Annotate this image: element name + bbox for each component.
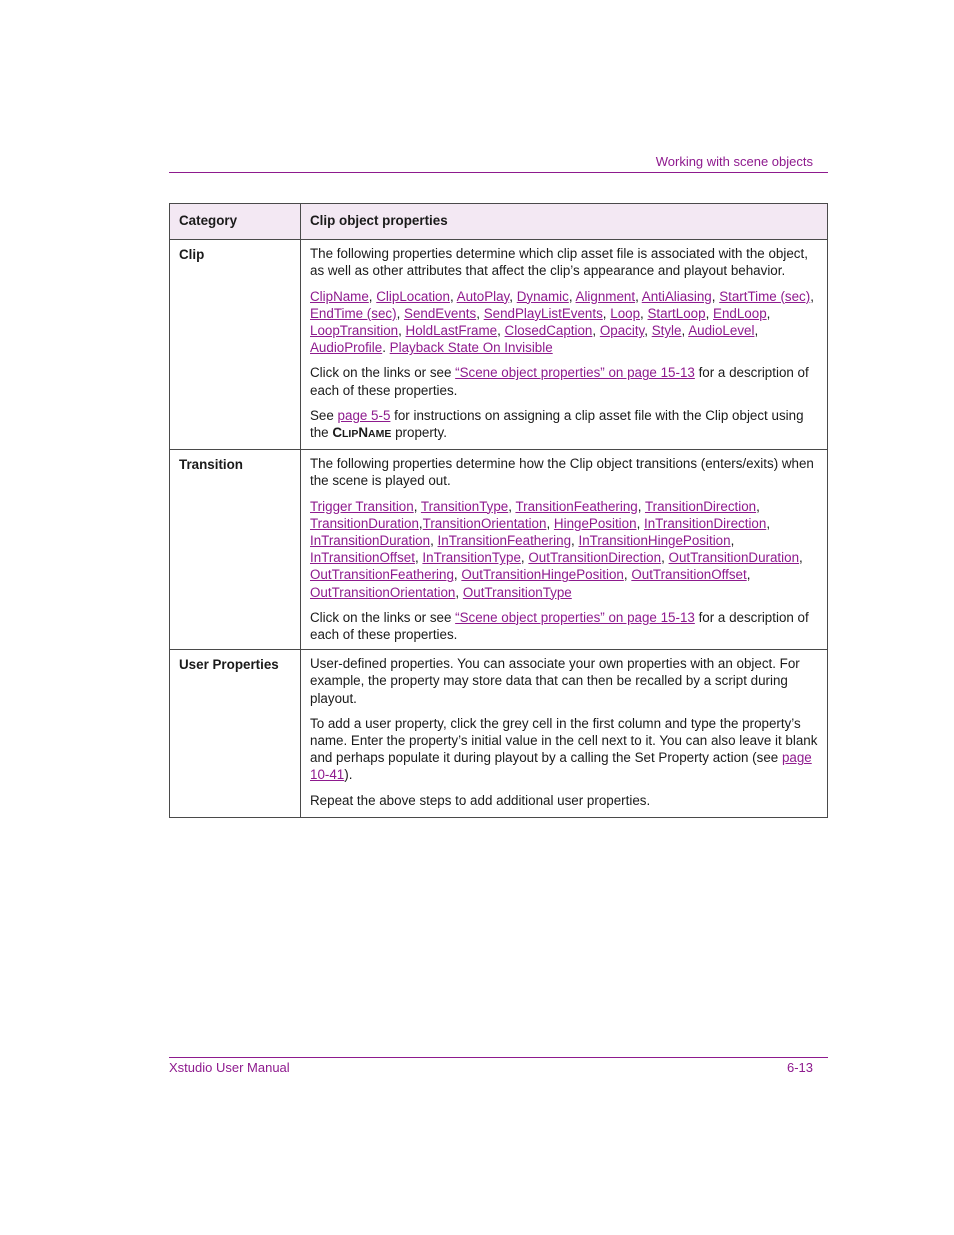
category-user-properties: User Properties (170, 650, 301, 818)
user-properties-intro: User-defined properties. You can associate your own properties with an object. For example, the property may store data that can then be recalled by a script during playout. (310, 656, 800, 706)
link-transitiondirection[interactable]: TransitionDirection (644, 498, 757, 514)
footer-manual-title: Xstudio User Manual (169, 1060, 290, 1075)
link-endtime[interactable]: EndTime (sec) (310, 305, 397, 321)
link-clipname[interactable]: ClipName (310, 288, 369, 304)
header-rule (169, 172, 828, 173)
footer-page-number: 6-13 (786, 1060, 813, 1075)
table-row-user-properties (170, 650, 828, 818)
clip-property-links: ClipName, ClipLocation, AutoPlay, Dynamic, Alignment, AntiAliasing, StartTime (sec), EndTime (sec), SendEvents, SendPlayListEvents, Loop, StartLoop, EndLoop, LoopTransition, HoldLastFrame, ClosedCaption, Opacity, Style, AudioLevel, AudioProfile. Playback State On Invisible (310, 288, 814, 356)
link-intransitionduration[interactable]: InTransitionDuration (310, 533, 431, 549)
clip-page-reference: See page 5-5 for instructions on assigning a clip asset file with the Clip object using the CLIPNAME property. (310, 407, 804, 441)
link-outtransitionorientation[interactable]: OutTransitionOrientation (310, 584, 456, 600)
column-header-category: Category (170, 204, 301, 240)
link-outtransitiontype[interactable]: OutTransitionType (462, 584, 572, 600)
link-trigger-transition[interactable]: Trigger Transition (310, 498, 414, 514)
link-endloop[interactable]: EndLoop (713, 305, 767, 321)
clip-intro: The following properties determine which clip asset file is associated with the object, as well as other attributes that affect the clip’s appearance and playout behavior. (310, 246, 808, 279)
link-sendplaylistevents[interactable]: SendPlayListEvents (483, 305, 603, 321)
link-intransitionhingeposition[interactable]: InTransitionHingePosition (578, 533, 731, 549)
table-row-clip (170, 240, 828, 450)
clip-see-also: Click on the links or see “Scene object properties” on page 15-13 for a description of each of these properties. (310, 365, 809, 398)
category-clip: Clip (170, 240, 301, 450)
link-looptransition[interactable]: LoopTransition (310, 323, 399, 339)
link-transitiontype[interactable]: TransitionType (420, 498, 509, 514)
link-transitionduration[interactable]: TransitionDuration (310, 515, 419, 531)
link-outtransitionoffset[interactable]: OutTransitionOffset (631, 567, 747, 583)
link-transitionfeathering[interactable]: TransitionFeathering (515, 498, 638, 514)
column-header-properties: Clip object properties (301, 204, 828, 240)
transition-property-links: Trigger Transition, TransitionType, TransitionFeathering, TransitionDirection, TransitionDuration,TransitionOrientation, HingePosition, InTransitionDirection, InTransitionDuration, InTransitionFeathering, InTransitionHingePosition, InTransitionOffset, InTransitionType, OutTransitionDirection, OutTransitionDuration, OutTransitionFeathering, OutTransitionHingePosition, OutTransitionOffset, OutTransitionOrientation, OutTransitionType (310, 498, 803, 600)
link-outtransitionfeathering[interactable]: OutTransitionFeathering (310, 567, 454, 583)
link-intransitionfeathering[interactable]: InTransitionFeathering (437, 533, 572, 549)
link-startloop[interactable]: StartLoop (647, 305, 706, 321)
link-dynamic[interactable]: Dynamic (516, 288, 569, 304)
transition-intro: The following properties determine how the Clip object transitions (enters/exits) when the scene is played out. (310, 456, 814, 489)
link-outtransitionhingeposition[interactable]: OutTransitionHingePosition (461, 567, 624, 583)
link-transitionorientation[interactable]: TransitionOrientation (422, 515, 547, 531)
link-intransitionoffset[interactable]: InTransitionOffset (310, 550, 415, 566)
link-opacity[interactable]: Opacity (599, 323, 645, 339)
link-scene-object-properties[interactable]: “Scene object properties” on page 15-13 (455, 365, 695, 381)
link-loop[interactable]: Loop (610, 305, 641, 321)
link-audioprofile[interactable]: AudioProfile (310, 340, 383, 356)
link-cliplocation[interactable]: ClipLocation (376, 288, 450, 304)
transition-see-also: Click on the links or see “Scene object properties” on page 15-13 for a description of each of these properties. (310, 609, 809, 643)
link-autoplay[interactable]: AutoPlay (456, 288, 510, 304)
link-closedcaption[interactable]: ClosedCaption (504, 323, 593, 339)
clip-description-cell (301, 240, 828, 450)
link-holdlastframe[interactable]: HoldLastFrame (405, 323, 498, 339)
link-intransitiondirection[interactable]: InTransitionDirection (644, 515, 767, 531)
link-alignment[interactable]: Alignment (575, 288, 636, 304)
link-antialiasing[interactable]: AntiAliasing (641, 288, 712, 304)
link-outtransitiondirection[interactable]: OutTransitionDirection (528, 550, 662, 566)
link-starttime[interactable]: StartTime (sec) (719, 288, 811, 304)
clip-properties-table (169, 203, 828, 818)
link-playback-state-on-invisible[interactable]: Playback State On Invisible (389, 340, 553, 356)
table-row-transition (170, 450, 828, 650)
user-properties-instructions: To add a user property, click the grey cell in the first column and type the property’s name. Enter the property’s initial value in the cell next to it. You can also leave it blank and perhaps populate it during playout by a calling the Set Property action (see page 10-41). (310, 715, 818, 783)
clipname-smallcaps: CLIPNAME (332, 425, 392, 441)
user-properties-repeat: Repeat the above steps to add additional user properties. (310, 792, 651, 808)
link-scene-object-properties-2[interactable]: “Scene object properties” on page 15-13 (455, 609, 695, 625)
link-audiolevel[interactable]: AudioLevel (688, 323, 755, 339)
category-transition: Transition (170, 450, 301, 650)
user-properties-description-cell (301, 650, 828, 818)
link-outtransitionduration[interactable]: OutTransitionDuration (668, 550, 800, 566)
transition-description-cell (301, 450, 828, 650)
footer-rule (169, 1057, 828, 1058)
table-header-row (170, 204, 828, 240)
link-page-5-5[interactable]: page 5-5 (337, 407, 391, 423)
link-hingeposition[interactable]: HingePosition (553, 515, 637, 531)
running-header: Working with scene objects (655, 154, 813, 169)
link-page-10-41[interactable]: page 10-41 (310, 750, 812, 783)
link-intransitiontype[interactable]: InTransitionType (422, 550, 521, 566)
link-style[interactable]: Style (651, 323, 682, 339)
link-sendevents[interactable]: SendEvents (404, 305, 477, 321)
